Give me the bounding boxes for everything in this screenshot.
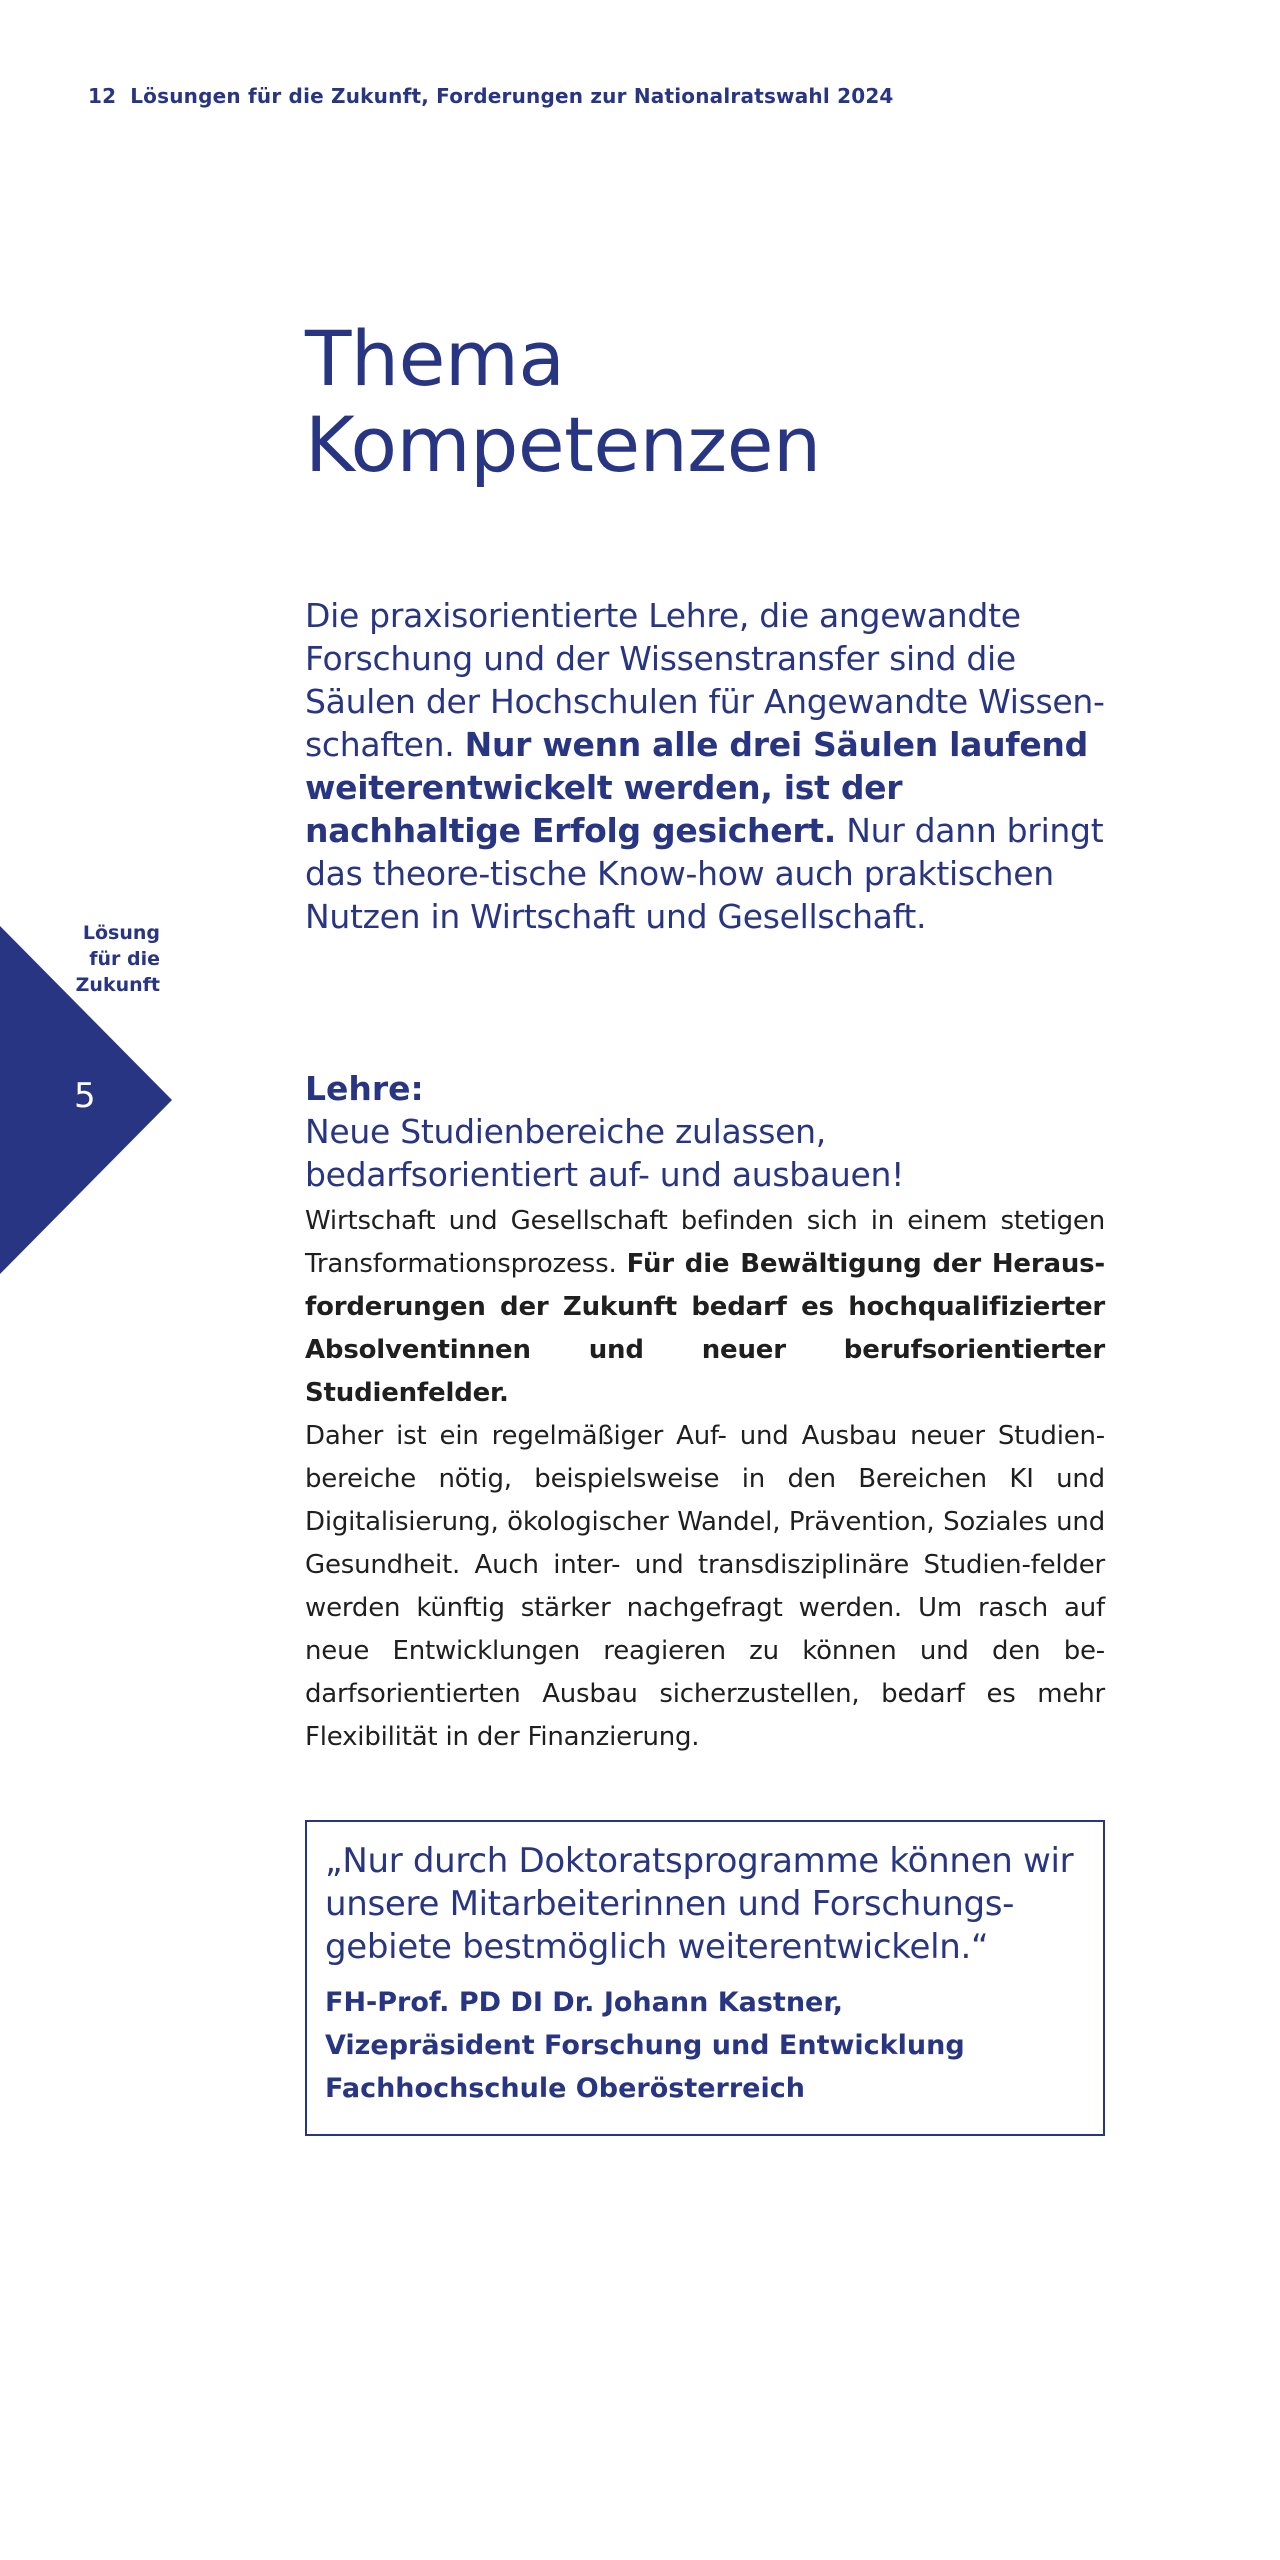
page-title	[305, 316, 1105, 488]
running-title: Lösungen für die Zukunft, Forderungen zur Nationalratswahl 2024	[130, 84, 894, 108]
intro-part-1: Die praxisorientierte Lehre, die angewandte Forschung und der Wissenstransfer sind die Säulen der Hochschulen für Angewandte Wissen-schaften.	[305, 596, 1105, 764]
side-marker-number: 5	[74, 1076, 96, 1116]
intro-bold: Nur wenn alle drei Säulen laufend weiterentwickelt werden, ist der nachhaltige Erfolg gesichert.	[305, 725, 1088, 850]
side-label-line-1: Lösung	[82, 922, 160, 944]
title-line-2: Kompetenzen	[305, 400, 821, 489]
section-subtitle-line-1: Neue Studienbereiche zulassen,	[305, 1112, 826, 1151]
quote-author	[325, 1981, 1085, 2110]
side-label-line-3: Zukunft	[75, 974, 160, 996]
quote-text: „Nur durch Doktoratsprogramme können wir unsere Mitarbeiterinnen und Forschungs-gebiete bestmöglich weiterentwickeln.“	[325, 1841, 1074, 1967]
quote-box	[305, 1820, 1105, 2136]
paragraph-1-bold: Für die Bewältigung der Heraus-forderungen der Zukunft bedarf es hochqualifizierter Absolventinnen und neuer berufsorientierter Studienfelder.	[305, 1249, 1105, 1408]
quote-author-line-1: FH-Prof. PD DI Dr. Johann Kastner,	[325, 1987, 843, 2018]
section-subtitle-line-2: bedarfsorientiert auf- und ausbauen!	[305, 1155, 905, 1194]
title-line-1: Thema	[305, 314, 565, 403]
quote-author-line-3: Fachhochschule Oberösterreich	[325, 2073, 805, 2104]
page-number: 12	[88, 84, 117, 108]
intro-paragraph	[305, 594, 1105, 938]
intro-part-2: Nur dann bringt das theore-tische Know-how auch praktischen Nutzen in Wirtschaft und Gesellschaft.	[305, 811, 1104, 936]
paragraph-1-plain: Wirtschaft und Gesellschaft befinden sich in einem stetigen Transformationsprozess.	[305, 1206, 1105, 1279]
body-paragraph-1	[305, 1200, 1105, 1415]
body-paragraph-2: Daher ist ein regelmäßiger Auf- und Ausbau neuer Studien-bereiche nötig, beispielsweise in den Bereichen KI und Digitalisierung, ökologischer Wandel, Prävention, Soziales und Gesundheit. Auch inter- und transdisziplinäre Studien-felder werden künftig stärker nachgefragt werden. Um rasch auf neue Entwicklungen reagieren zu können und den be-darfsorientierten Ausbau sicherzustellen, bedarf es mehr Flexibilität in der Finanzierung.	[305, 1421, 1105, 1752]
section-label: Lehre:	[305, 1069, 424, 1108]
side-label-line-2: für die	[89, 948, 160, 970]
section-heading	[305, 1067, 1105, 1196]
running-header	[88, 84, 894, 108]
quote-author-line-2: Vizepräsident Forschung und Entwicklung	[325, 2030, 965, 2061]
